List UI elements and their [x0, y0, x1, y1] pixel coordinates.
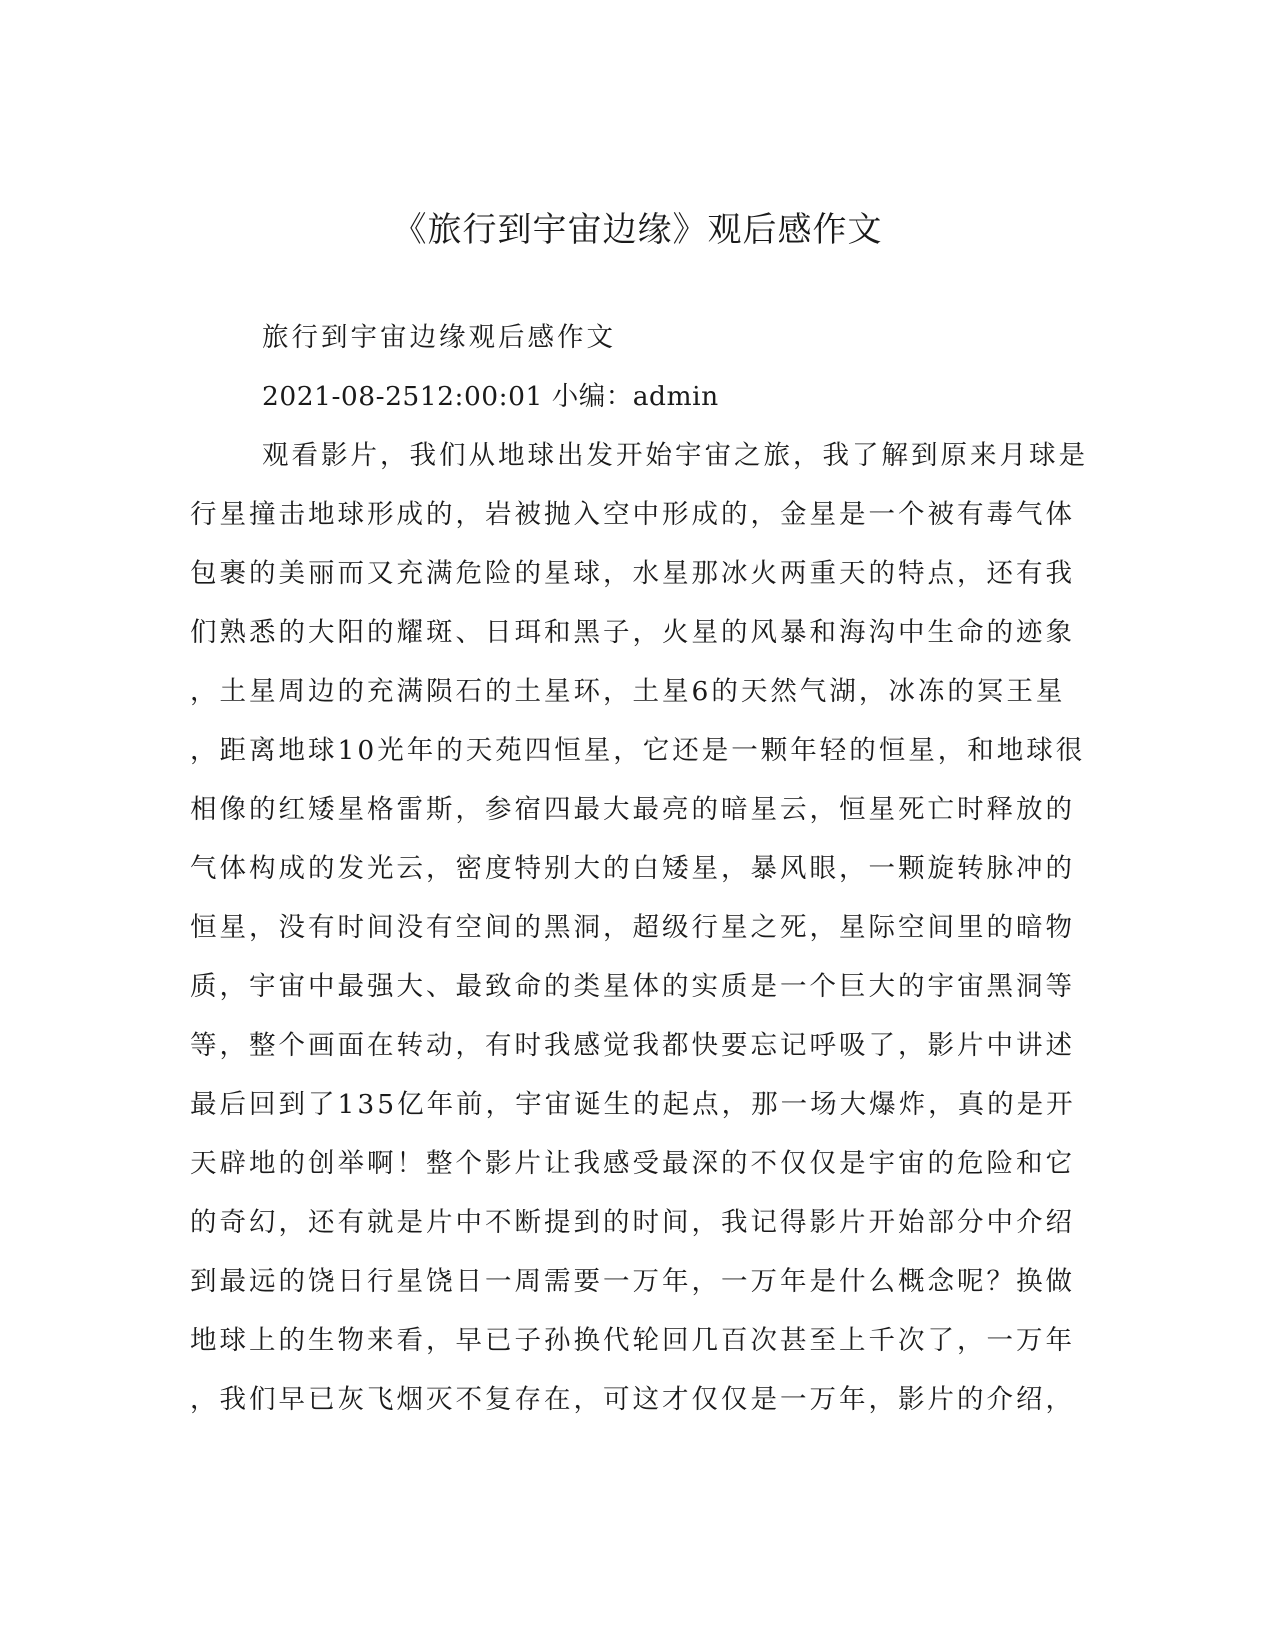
document-subtitle: 旅行到宇宙边缘观后感作文 — [262, 322, 616, 353]
document-meta: 2021-08-2512:00:01 小编：admin — [262, 381, 719, 412]
body-line: ，我们早已灰飞烟灭不复存在，可这才仅仅是一万年，影片的介绍， — [190, 1384, 1075, 1415]
body-line: 相像的红矮星格雷斯，参宿四最大最亮的暗星云，恒星死亡时释放的 — [190, 794, 1075, 825]
body-line: 的奇幻，还有就是片中不断提到的时间，我记得影片开始部分中介绍 — [190, 1207, 1075, 1238]
body-line: ，土星周边的充满陨石的土星环，土星6的天然气湖，冰冻的冥王星 — [190, 676, 1066, 707]
body-line: 包裹的美丽而又充满危险的星球，水星那冰火两重天的特点，还有我 — [190, 558, 1075, 589]
body-line: 天辟地的创举啊！整个影片让我感受最深的不仅仅是宇宙的危险和它 — [190, 1148, 1075, 1179]
body-line: 等，整个画面在转动，有时我感觉我都快要忘记呼吸了，影片中讲述 — [190, 1030, 1075, 1061]
body-line: 恒星，没有时间没有空间的黑洞，超级行星之死，星际空间里的暗物 — [190, 912, 1075, 943]
body-line: 质，宇宙中最强大、最致命的类星体的实质是一个巨大的宇宙黑洞等 — [190, 971, 1075, 1002]
document-title: 《旅行到宇宙边缘》观后感作文 — [392, 210, 883, 250]
body-line: 最后回到了135亿年前，宇宙诞生的起点，那一场大爆炸，真的是开 — [190, 1089, 1076, 1120]
body-line: 地球上的生物来看，早已子孙换代轮回几百次甚至上千次了，一万年 — [190, 1325, 1075, 1356]
body-line: 们熟悉的大阳的耀斑、日珥和黑子，火星的风暴和海沟中生命的迹象 — [190, 617, 1075, 648]
body-line: 到最远的饶日行星饶日一周需要一万年，一万年是什么概念呢？换做 — [190, 1266, 1075, 1297]
body-line: 气体构成的发光云，密度特别大的白矮星，暴风眼，一颗旋转脉冲的 — [190, 853, 1075, 884]
body-line: 观看影片，我们从地球出发开始宇宙之旅，我了解到原来月球是 — [262, 440, 1088, 471]
body-line: ，距离地球10光年的天苑四恒星，它还是一颗年轻的恒星，和地球很 — [190, 735, 1086, 766]
body-line: 行星撞击地球形成的，岩被抛入空中形成的，金星是一个被有毒气体 — [190, 499, 1075, 530]
